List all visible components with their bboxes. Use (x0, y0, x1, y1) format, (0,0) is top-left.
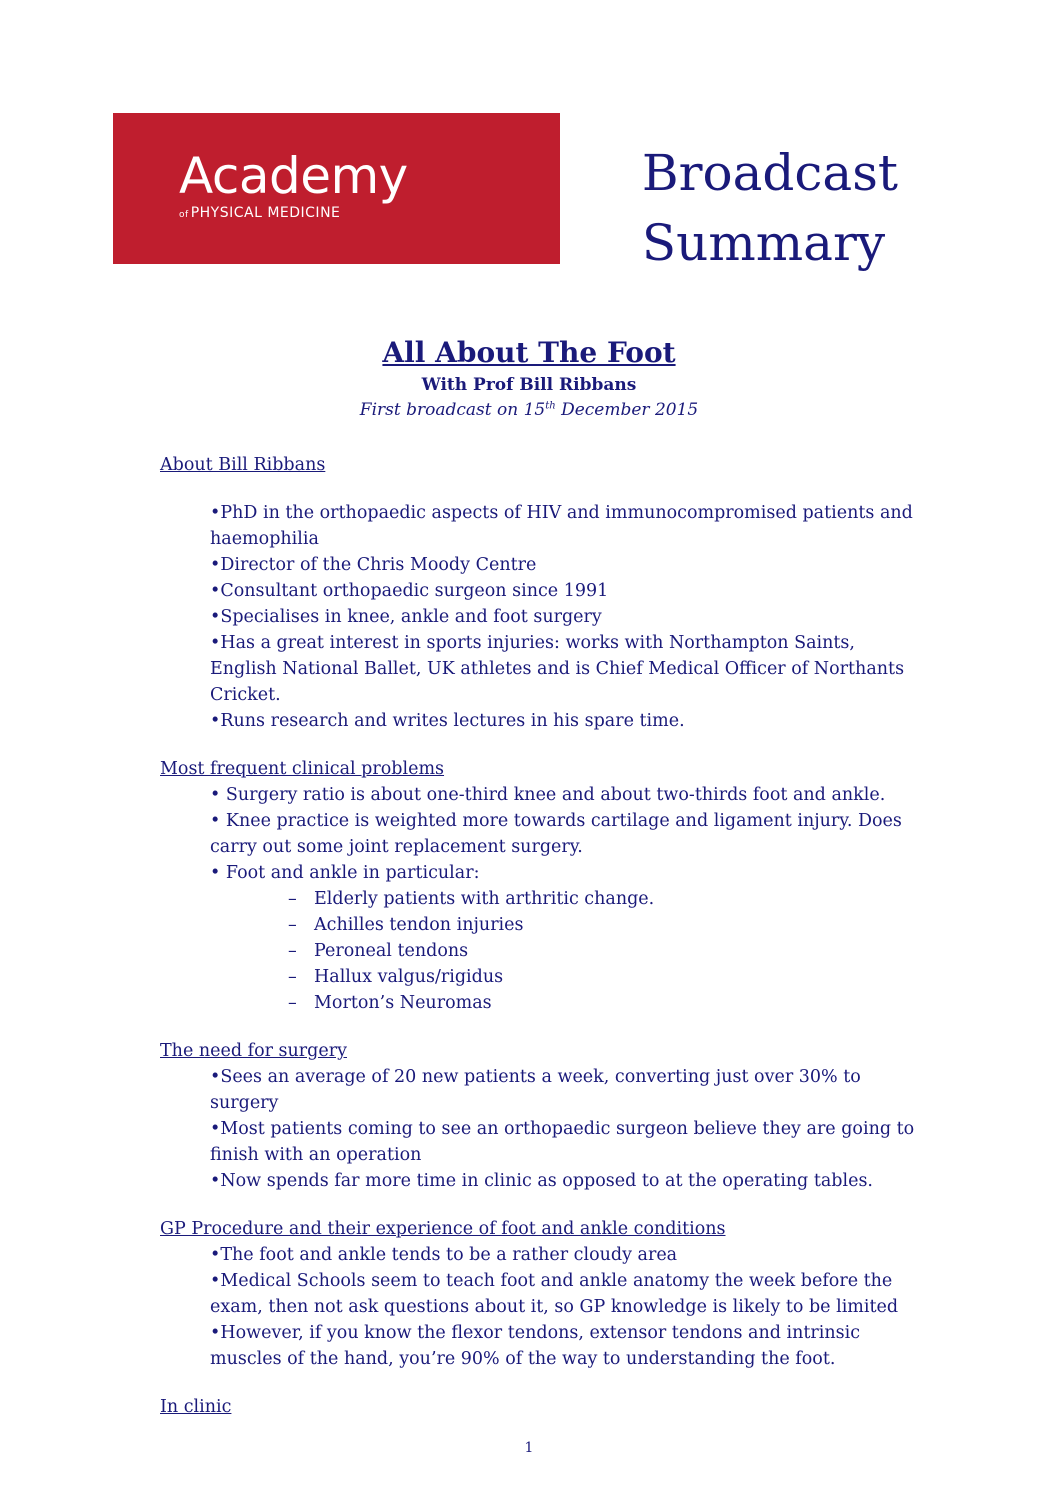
bullet-list (160, 500, 920, 734)
page-number: 1 (524, 1440, 534, 1456)
list-item: •Consultant orthopaedic surgeon since 1991 (210, 581, 609, 601)
list-item: – Peroneal tendons (288, 941, 469, 961)
document-subtitle: With Prof Bill Ribbans (421, 375, 637, 395)
section-heading: GP Procedure and their experience of foot and ankle conditions (160, 1219, 726, 1239)
dash-list (160, 886, 920, 1016)
list-item: – Elderly patients with arthritic change. (288, 889, 655, 909)
list-item: •Specialises in knee, ankle and foot surgery (210, 607, 602, 627)
list-item: •Director of the Chris Moody Centre (210, 555, 537, 575)
section-heading: About Bill Ribbans (160, 455, 326, 475)
section-heading: In clinic (160, 1397, 232, 1417)
list-item: – Morton’s Neuromas (288, 993, 492, 1013)
logo-wordmark: Academy (179, 147, 408, 205)
list-item: •The foot and ankle tends to be a rather cloudy area (210, 1245, 678, 1265)
list-item: – Hallux valgus/rigidus (288, 967, 504, 987)
broadcast-date: First broadcast on 15th December 2015 (359, 400, 699, 420)
list-item: • Foot and ankle in particular: (210, 863, 480, 883)
list-item: •Has a great interest in sports injuries: works with Northampton Saints, English National Ballet, UK athletes and is Chief Medical Officer of Northants Cricket. (210, 633, 905, 705)
section-frequent-problems (160, 756, 920, 1016)
section-about (160, 452, 920, 734)
broadcast-summary-heading: Broadcast Summary (641, 144, 898, 272)
list-item: • Surgery ratio is about one-third knee and about two-thirds foot and ankle. (210, 785, 886, 805)
document-body (160, 452, 920, 1442)
section-in-clinic (160, 1394, 920, 1420)
section-gp-procedure (160, 1216, 920, 1372)
section-heading: Most frequent clinical problems (160, 759, 445, 779)
list-item: •Medical Schools seem to teach foot and ankle anatomy the week before the exam, then not ask questions about it, so GP knowledge is likely to be limited (210, 1271, 899, 1317)
section-heading: The need for surgery (160, 1041, 347, 1061)
list-item: •Sees an average of 20 new patients a week, converting just over 30% to surgery (210, 1067, 861, 1113)
list-item: •Most patients coming to see an orthopaedic surgeon believe they are going to finish with an operation (210, 1119, 915, 1165)
list-item: •PhD in the orthopaedic aspects of HIV and immunocompromised patients and haemophilia (210, 503, 913, 549)
list-item: • Knee practice is weighted more towards cartilage and ligament injury. Does carry out some joint replacement surgery. (210, 811, 902, 857)
academy-logo (113, 113, 560, 264)
list-item: •Now spends far more time in clinic as opposed to at the operating tables. (210, 1171, 873, 1191)
logo-subtitle: of PHYSICAL MEDICINE (179, 205, 341, 221)
list-item: – Achilles tendon injuries (288, 915, 524, 935)
bullet-list (160, 1064, 920, 1194)
list-item: •Runs research and writes lectures in his spare time. (210, 711, 685, 731)
bullet-list (160, 1242, 920, 1372)
document-title: All About The Foot (382, 336, 676, 369)
section-need-for-surgery (160, 1038, 920, 1194)
list-item: •However, if you know the flexor tendons, extensor tendons and intrinsic muscles of the hand, you’re 90% of the way to understanding the foot. (210, 1323, 861, 1369)
bullet-list (160, 782, 920, 886)
